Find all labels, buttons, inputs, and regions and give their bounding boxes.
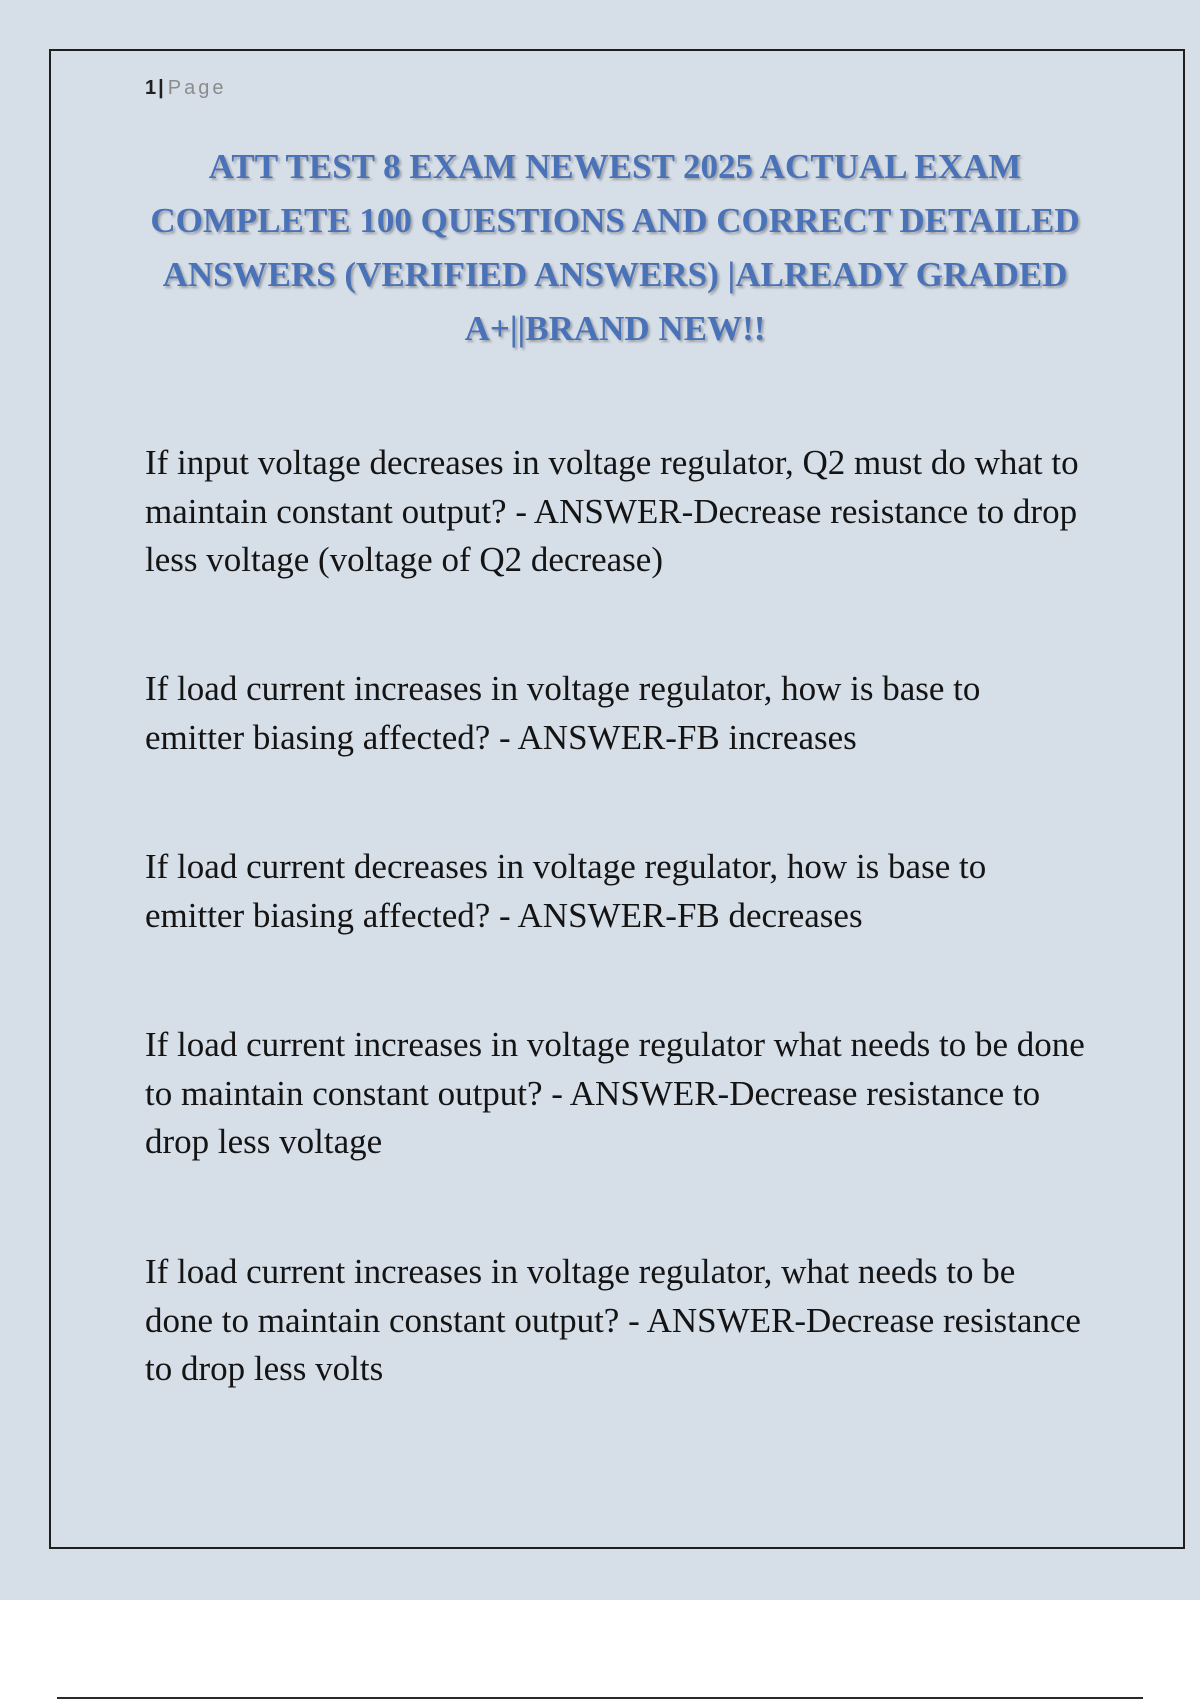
question-answer-4: If load current increases in voltage regulator what needs to be done to maintain constant output? - ANSWER-Decrease resistance to drop less voltage bbox=[145, 1025, 1085, 1161]
page-number-separator: | bbox=[158, 77, 164, 99]
footer-divider bbox=[57, 1697, 1143, 1699]
question-answer-2: If load current increases in voltage regulator, how is base to emitter biasing affected? - ANSWER-FB increases bbox=[145, 669, 981, 757]
page-number-value: 1 bbox=[145, 77, 157, 99]
page-number bbox=[145, 76, 226, 100]
question-answer-1: If input voltage decreases in voltage regulator, Q2 must do what to maintain constant output? - ANSWER-Decrease resistance to drop less voltage (voltage of Q2 decrease) bbox=[145, 443, 1079, 579]
page-number-label: Page bbox=[167, 77, 227, 99]
question-answer-5: If load current increases in voltage regulator, what needs to be done to maintain constant output? - ANSWER-Decrease resistance to drop less volts bbox=[145, 1252, 1081, 1388]
document-title: ATT TEST 8 EXAM NEWEST 2025 ACTUAL EXAM COMPLETE 100 QUESTIONS AND CORRECT DETAILED ANSWERS (VERIFIED ANSWERS) |ALREADY GRADED A+||BRAND NEW!! bbox=[150, 147, 1080, 348]
question-answer-3: If load current decreases in voltage regulator, how is base to emitter biasing affected? - ANSWER-FB decreases bbox=[145, 847, 987, 935]
